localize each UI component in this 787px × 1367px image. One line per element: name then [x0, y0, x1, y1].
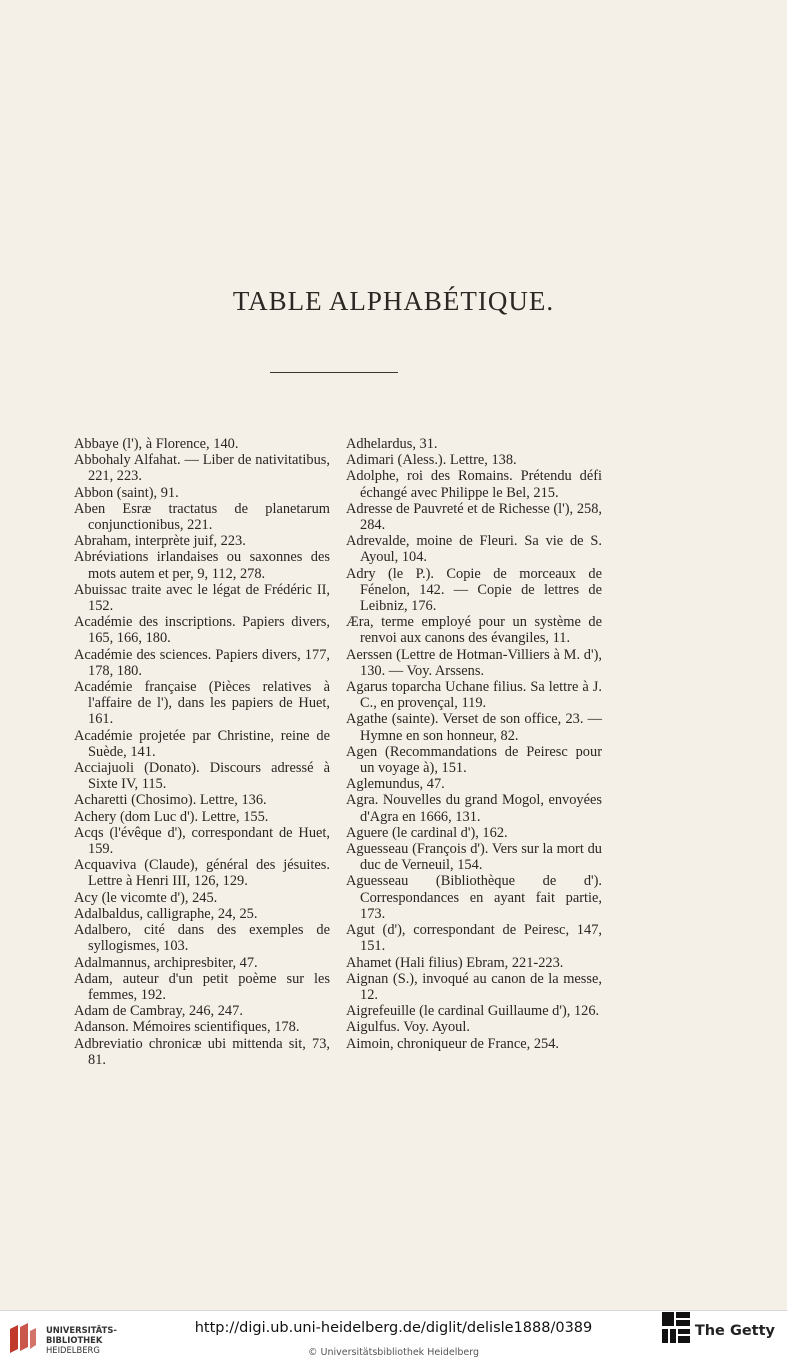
index-entry: Aguesseau (Bibliothèque de d'). Correspondances en ayant fait partie, 173. [346, 873, 602, 922]
index-entry: Agut (d'), correspondant de Peiresc, 147, 151. [346, 922, 602, 955]
index-entry: Académie des sciences. Papiers divers, 177, 178, 180. [74, 646, 330, 679]
index-entry: Agathe (sainte). Verset de son office, 23. — Hymne en son honneur, 82. [346, 711, 602, 744]
index-column-left [74, 436, 330, 1068]
index-entry: Abbaye (l'), à Florence, 140. [74, 436, 239, 452]
index-entry: Acharetti (Chosimo). Lettre, 136. [74, 792, 267, 809]
index-entry: Aimoin, chroniqueur de France, 254. [346, 1035, 560, 1052]
index-entry: Achery (dom Luc d'). Lettre, 155. [74, 808, 269, 825]
index-entry: Agen (Recommandations de Peiresc pour un voyage à), 151. [346, 743, 602, 777]
index-entry: Académie projetée par Christine, reine de Suède, 141. [74, 727, 330, 760]
index-entry: Abbohaly Alfahat. — Liber de nativitatibus, 221, 223. [74, 452, 330, 485]
index-entry: Aigrefeuille (le cardinal Guillaume d'), 126. [346, 1003, 600, 1020]
index-entry: Adrevalde, moine de Fleuri. Sa vie de S. Ayoul, 104. [346, 533, 602, 566]
index-entry: Aerssen (Lettre de Hotman-Villiers à M. d'), 130. — Voy. Arssens. [346, 646, 602, 679]
index-entry: Abraham, interprète juif, 223. [74, 533, 246, 550]
viewer-footer [0, 1310, 787, 1367]
index-entry: Aigulfus. Voy. Ayoul. [346, 1019, 470, 1036]
index-column-right [346, 436, 602, 1052]
index-entry: Aignan (S.), invoqué au canon de la messe, 12. [346, 970, 602, 1003]
index-entry: Aglemundus, 47. [346, 776, 445, 793]
index-entry: Aben Esræ tractatus de planetarum conjunctionibus, 221. [74, 500, 330, 534]
index-entry: Adolphe, roi des Romains. Prétendu défi échangé avec Philippe le Bel, 215. [346, 468, 602, 501]
index-entry: Ahamet (Hali filius) Ebram, 221-223. [346, 954, 564, 971]
getty-logo-icon[interactable] [661, 1311, 691, 1347]
index-entry: Acy (le vicomte d'), 245. [74, 889, 218, 906]
index-entry: Adalbaldus, calligraphe, 24, 25. [74, 905, 258, 922]
index-entry: Agarus toparcha Uchane filius. Sa lettre à J. C., en provençal, 119. [346, 679, 602, 712]
index-entry: Adalmannus, archipresbiter, 47. [74, 954, 258, 971]
page-title: TABLE ALPHABÉTIQUE. [232, 286, 555, 316]
getty-name: The Getty [694, 1323, 775, 1339]
index-entry: Adalbero, cité dans des exemples de syllogismes, 103. [74, 922, 330, 955]
index-entry: Adbreviatio chronicæ ubi mittenda sit, 73, 81. [74, 1035, 330, 1068]
index-entry: Acquaviva (Claude), général des jésuites. Lettre à Henri III, 126, 129. [74, 857, 330, 890]
index-entry: Aguesseau (François d'). Vers sur la mort du duc de Verneuil, 154. [346, 841, 602, 874]
index-entry: Adam, auteur d'un petit poème sur les femmes, 192. [74, 970, 330, 1003]
index-entry: Adhelardus, 31. [346, 436, 438, 452]
index-entry: Agra. Nouvelles du grand Mogol, envoyées d'Agra en 1666, 131. [346, 792, 602, 825]
index-entry: Adry (le P.). Copie de morceaux de Fénelon, 142. — Copie de lettres de Leibniz, 176. [346, 565, 602, 615]
index-entry: Abuissac traite avec le légat de Frédéric II, 152. [74, 581, 330, 615]
index-entry: Aguere (le cardinal d'), 162. [346, 824, 508, 841]
index-entry: Académie française (Pièces relatives à l'affaire de l'), dans les papiers de Huet, 161. [74, 679, 330, 728]
index-entry: Adam de Cambray, 246, 247. [74, 1003, 243, 1020]
library-name: UNIVERSITÄTS- BIBLIOTHEK HEIDELBERG [46, 1325, 117, 1355]
index-entry: Académie des inscriptions. Papiers divers, 165, 166, 180. [74, 614, 330, 647]
index-entry: Acciajuoli (Donato). Discours adressé à Sixte IV, 115. [74, 760, 330, 793]
title-divider [270, 372, 398, 373]
copyright-notice: © Universitätsbibliothek Heidelberg [307, 1347, 479, 1358]
index-entry: Abréviations irlandaises ou saxonnes des mots autem et per, 9, 112, 278. [74, 549, 330, 582]
index-entry: Adanson. Mémoires scientifiques, 178. [74, 1019, 300, 1036]
index-entry: Adimari (Aless.). Lettre, 138. [346, 452, 517, 469]
index-entry: Æra, terme employé pour un système de renvoi aux canons des évangiles, 11. [346, 614, 602, 647]
index-entry: Abbon (saint), 91. [74, 484, 179, 501]
index-entry: Acqs (l'évêque d'), correspondant de Huet, 159. [74, 824, 330, 858]
permalink-url[interactable]: http://digi.ub.uni-heidelberg.de/diglit/delisle1888/0389 [194, 1320, 593, 1336]
index-entry: Adresse de Pauvreté et de Richesse (l'), 258, 284. [346, 500, 602, 534]
